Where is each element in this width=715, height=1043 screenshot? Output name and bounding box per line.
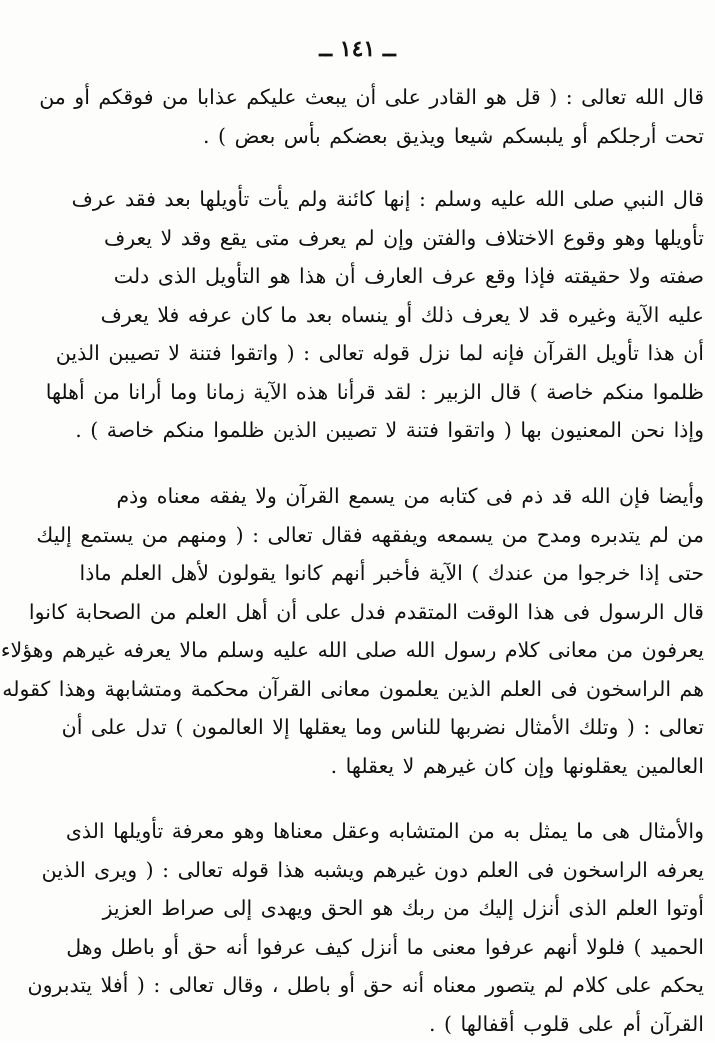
text-line: القرآن أم على قلوب أقفالها ) . bbox=[86, 1005, 704, 1043]
text-line: العالمين يعقلونها وإن كان غيرهم لا يعقلها . bbox=[86, 747, 704, 786]
text-line: ظلموا منكم خاصة ) قال الزبير : لقد قرأنا هذه الآية زمانا وما أرانا من أهلها bbox=[86, 373, 704, 412]
text-line: يعرفه الراسخون فى العلم دون غيرهم ويشبه هذا قوله تعالى : ( ويرى الذين bbox=[86, 851, 704, 890]
text-line: قال الرسول فى هذا الوقت المتقدم فدل على أن أهل العلم من الصحابة كانوا bbox=[86, 593, 704, 632]
text-line: قال النبي صلى الله عليه وسلم : إنها كائنة ولم يأت تأويلها بعد فقد عرف bbox=[86, 180, 704, 219]
paragraph-4 bbox=[86, 812, 704, 1043]
text-line: وإذا نحن المعنيون بها ( واتقوا فتنة لا تصيبن الذين ظلموا منكم خاصة ) . bbox=[86, 411, 704, 450]
text-line: الحميد ) فلولا أنهم عرفوا معنى ما أنزل كيف عرفوا أنه حق أو باطل وهل bbox=[86, 928, 704, 967]
text-line: والأمثال هى ما يمثل به من المتشابه وعقل معناها وهو معرفة تأويلها الذى bbox=[86, 812, 704, 851]
paragraph-1 bbox=[86, 78, 704, 155]
text-line: عليه الآية وغيره قد لا يعرف ذلك أو ينساه بعد ما كان عرفه فلا يعرف bbox=[86, 296, 704, 335]
text-line: تعالى : ( وتلك الأمثال نضربها للناس وما يعقلها إلا العالمون ) تدل على أن bbox=[86, 708, 704, 747]
text-line: تأويلها وهو وقوع الاختلاف والفتن وإن لم يعرف متى يقع وقد لا يعرف bbox=[86, 219, 704, 258]
text-line: تحت أرجلكم أو يلبسكم شيعا ويذيق بعضكم بأس بعض ) . bbox=[86, 117, 704, 156]
text-line: حتى إذا خرجوا من عندك ) الآية فأخبر أنهم كانوا يقولون لأهل العلم ماذا bbox=[86, 554, 704, 593]
text-line: أوتوا العلم الذى أنزل إليك من ربك هو الحق ويهدى إلى صراط العزيز bbox=[86, 889, 704, 928]
text-line: من لم يتدبره ومدح من يسمعه ويفقهه فقال تعالى : ( ومنهم من يستمع إليك bbox=[86, 516, 704, 555]
paragraph-3 bbox=[86, 477, 704, 785]
text-line: هم الراسخون فى العلم الذين يعلمون معانى القرآن محكمة ومتشابهة وهذا كقوله bbox=[86, 670, 704, 709]
text-line: صفته ولا حقيقته فإذا وقع عرف العارف أن هذا هو التأويل الذى دلت bbox=[86, 257, 704, 296]
text-line: وأيضا فإن الله قد ذم فى كتابه من يسمع القرآن ولا يفقه معناه وذم bbox=[86, 477, 704, 516]
text-line: أن هذا تأويل القرآن فإنه لما نزل قوله تعالى : ( واتقوا فتنة لا تصيبن الذين bbox=[86, 334, 704, 373]
paragraph-2 bbox=[86, 180, 704, 450]
text-line: قال الله تعالى : ( قل هو القادر على أن يبعث عليكم عذابا من فوقكم أو من bbox=[86, 78, 704, 117]
text-line: يحكم على كلام لم يتصور معناه أنه حق أو باطل ، وقال تعالى : ( أفلا يتدبرون bbox=[86, 966, 704, 1005]
page-number: ــ ١٤١ ــ bbox=[0, 36, 715, 62]
text-line: يعرفون من معانى كلام رسول الله صلى الله عليه وسلم مالا يعرفه غيرهم وهؤلاء bbox=[86, 631, 704, 670]
